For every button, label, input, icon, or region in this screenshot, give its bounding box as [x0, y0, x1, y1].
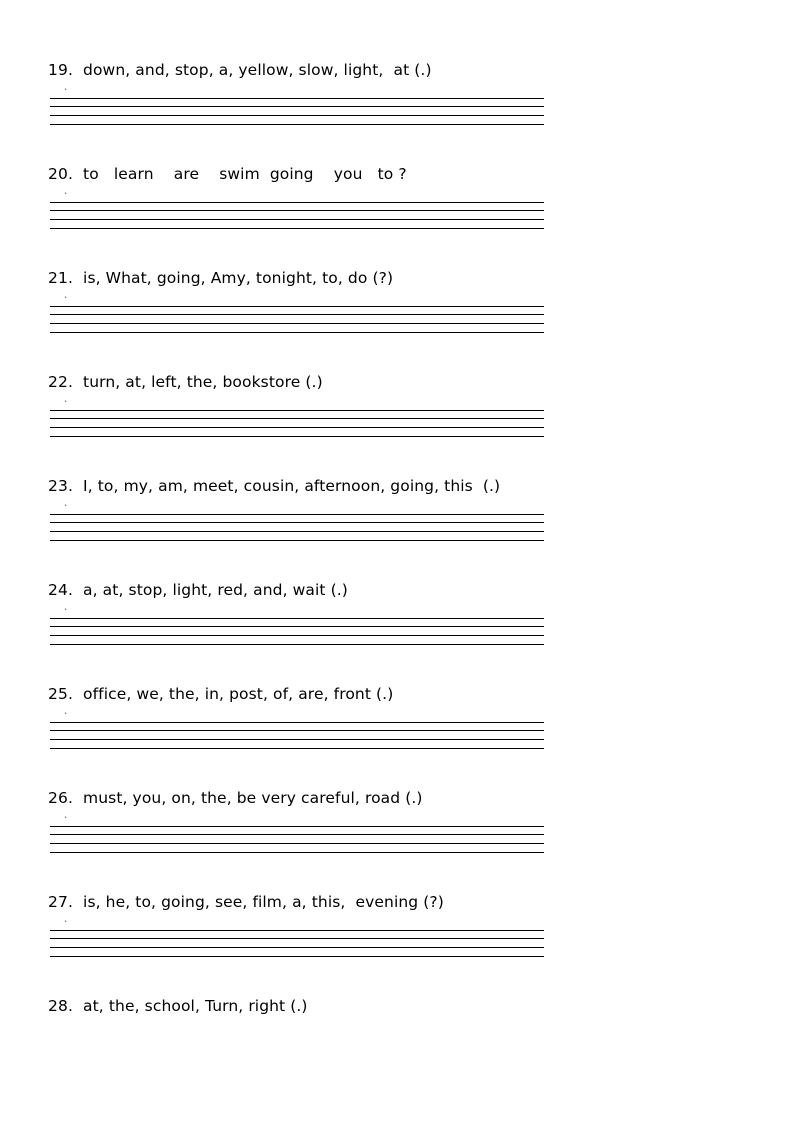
answer-writing-lines[interactable] [50, 818, 544, 854]
line-start-mark: ` [64, 400, 68, 409]
number-separator: . [67, 61, 73, 79]
writing-line [50, 106, 544, 107]
answer-writing-lines[interactable] [50, 298, 544, 334]
question-prompt [48, 268, 393, 288]
question-prompt [48, 996, 308, 1016]
question-prompt [48, 580, 348, 600]
writing-line [50, 522, 544, 523]
answer-writing-lines[interactable] [50, 714, 544, 750]
writing-line [50, 748, 544, 749]
line-start-mark: ` [64, 920, 68, 929]
line-start-mark: ` [64, 296, 68, 305]
line-start-mark: ` [64, 712, 68, 721]
answer-writing-lines[interactable] [50, 610, 544, 646]
writing-line [50, 739, 544, 740]
scrambled-words: a, at, stop, light, red, and, wait (.) [83, 581, 348, 599]
writing-line [50, 644, 544, 645]
writing-line [50, 635, 544, 636]
writing-line [50, 514, 544, 515]
number-separator: . [67, 581, 73, 599]
line-start-mark: ` [64, 504, 68, 513]
scrambled-words: is, What, going, Amy, tonight, to, do (?) [83, 269, 394, 287]
number-separator: . [67, 165, 73, 183]
writing-line [50, 210, 544, 211]
writing-line [50, 219, 544, 220]
question-number: 19 [48, 61, 68, 79]
question-prompt [48, 684, 393, 704]
writing-line [50, 852, 544, 853]
number-separator: . [67, 685, 73, 703]
question-number: 28 [48, 997, 68, 1015]
answer-writing-lines[interactable] [50, 194, 544, 230]
writing-line [50, 834, 544, 835]
writing-line [50, 427, 544, 428]
writing-line [50, 410, 544, 411]
scrambled-words: to learn are swim going you to ? [83, 165, 407, 183]
question-prompt [48, 892, 444, 912]
scrambled-words: I, to, my, am, meet, cousin, afternoon, going, this (.) [83, 477, 501, 495]
question-number: 24 [48, 581, 68, 599]
writing-line [50, 956, 544, 957]
writing-line [50, 323, 544, 324]
number-separator: . [67, 997, 73, 1015]
question-number: 22 [48, 373, 68, 391]
writing-line [50, 826, 544, 827]
writing-line [50, 540, 544, 541]
number-separator: . [67, 477, 73, 495]
answer-writing-lines[interactable] [50, 90, 544, 126]
question-number: 26 [48, 789, 68, 807]
question-number: 27 [48, 893, 68, 911]
number-separator: . [67, 373, 73, 391]
writing-line [50, 531, 544, 532]
question-prompt [48, 372, 323, 392]
writing-line [50, 930, 544, 931]
scrambled-words: down, and, stop, a, yellow, slow, light, at (.) [83, 61, 432, 79]
line-start-mark: ` [64, 192, 68, 201]
writing-line [50, 843, 544, 844]
scrambled-words: is, he, to, going, see, film, a, this, evening (?) [83, 893, 444, 911]
question-prompt [48, 60, 432, 80]
writing-line [50, 306, 544, 307]
question-number: 20 [48, 165, 68, 183]
scrambled-words: turn, at, left, the, bookstore (.) [83, 373, 323, 391]
line-start-mark: ` [64, 88, 68, 97]
number-separator: . [67, 893, 73, 911]
writing-line [50, 202, 544, 203]
question-prompt [48, 788, 423, 808]
writing-line [50, 947, 544, 948]
question-number: 23 [48, 477, 68, 495]
question-prompt [48, 164, 407, 184]
line-start-mark: ` [64, 608, 68, 617]
scrambled-words: must, you, on, the, be very careful, road (.) [83, 789, 423, 807]
question-prompt [48, 476, 500, 496]
question-number: 25 [48, 685, 68, 703]
writing-line [50, 228, 544, 229]
writing-line [50, 722, 544, 723]
line-start-mark: ` [64, 816, 68, 825]
writing-line [50, 418, 544, 419]
question-number: 21 [48, 269, 68, 287]
writing-line [50, 98, 544, 99]
answer-writing-lines[interactable] [50, 506, 544, 542]
answer-writing-lines[interactable] [50, 922, 544, 958]
writing-line [50, 626, 544, 627]
scrambled-words: at, the, school, Turn, right (.) [83, 997, 308, 1015]
scrambled-words: office, we, the, in, post, of, are, front (.) [83, 685, 394, 703]
writing-line [50, 124, 544, 125]
answer-writing-lines[interactable] [50, 402, 544, 438]
writing-line [50, 332, 544, 333]
writing-line [50, 436, 544, 437]
writing-line [50, 314, 544, 315]
number-separator: . [67, 789, 73, 807]
writing-line [50, 618, 544, 619]
writing-line [50, 938, 544, 939]
writing-line [50, 115, 544, 116]
number-separator: . [67, 269, 73, 287]
writing-line [50, 730, 544, 731]
